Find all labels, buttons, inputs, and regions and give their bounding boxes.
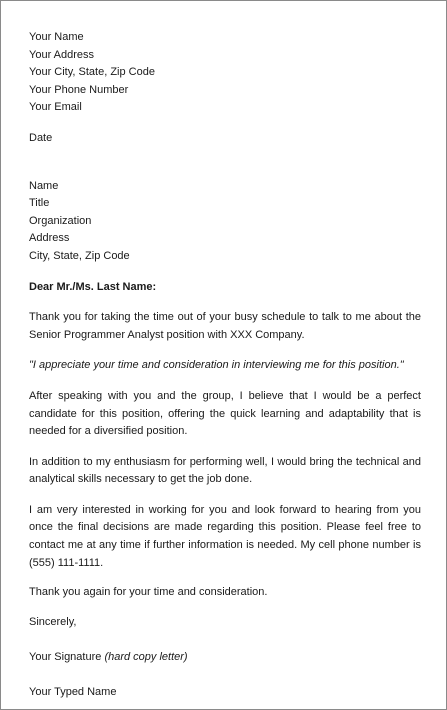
sender-name: Your Name xyxy=(29,31,84,43)
interest-paragraph: I am very interested in working for you and look forward to hearing from you once the final decisions are made regarding this position. Please feel free to contact me at any time if further information is needed. My cell phone number is (555) 111-1111. xyxy=(29,503,421,569)
recipient-block xyxy=(29,178,421,266)
date-block xyxy=(29,130,421,148)
recipient-name: Name xyxy=(29,179,59,192)
recipient-title: Title xyxy=(29,197,50,210)
letter-date: Date xyxy=(29,131,53,144)
sender-phone: Your Phone Number xyxy=(29,83,129,96)
skills-paragraph: In addition to my enthusiasm for performing well, I would bring the technical and analytical skills necessary to get the job done. xyxy=(29,455,421,486)
sender-address: Your Address xyxy=(29,48,95,61)
signature-line xyxy=(29,649,421,667)
sender-block xyxy=(29,29,421,117)
signature-label: Your Signature xyxy=(29,651,102,664)
closing-block xyxy=(29,614,421,632)
thanks-paragraph: Thank you again for your time and consideration. xyxy=(29,586,268,599)
candidacy-paragraph: After speaking with you and the group, I believe that I would be a perfect candidate for this position, offering the quick learning and adaptability that is needed for a diversified position. xyxy=(29,389,421,438)
signature-block xyxy=(29,649,421,667)
recipient-city-state-zip: City, State, Zip Code xyxy=(29,249,130,262)
typed-name-block xyxy=(29,684,421,702)
salutation-block xyxy=(29,279,421,297)
sender-city-state-zip: Your City, State, Zip Code xyxy=(29,66,155,79)
letter-body xyxy=(29,29,421,702)
intro-paragraph: Thank you for taking the time out of your busy schedule to talk to me about the Senior Programmer Analyst position with XXX Company. xyxy=(29,311,421,341)
salutation: Dear Mr./Ms. Last Name: xyxy=(29,280,157,293)
typed-name: Your Typed Name xyxy=(29,686,117,699)
recipient-organization: Organization xyxy=(29,214,92,227)
quote-paragraph: "I appreciate your time and consideration in interviewing me for this position." xyxy=(29,359,404,372)
signature-note: (hard copy letter) xyxy=(104,651,188,664)
sender-email: Your Email xyxy=(29,101,82,114)
closing: Sincerely, xyxy=(29,615,77,628)
recipient-address: Address xyxy=(29,232,70,245)
